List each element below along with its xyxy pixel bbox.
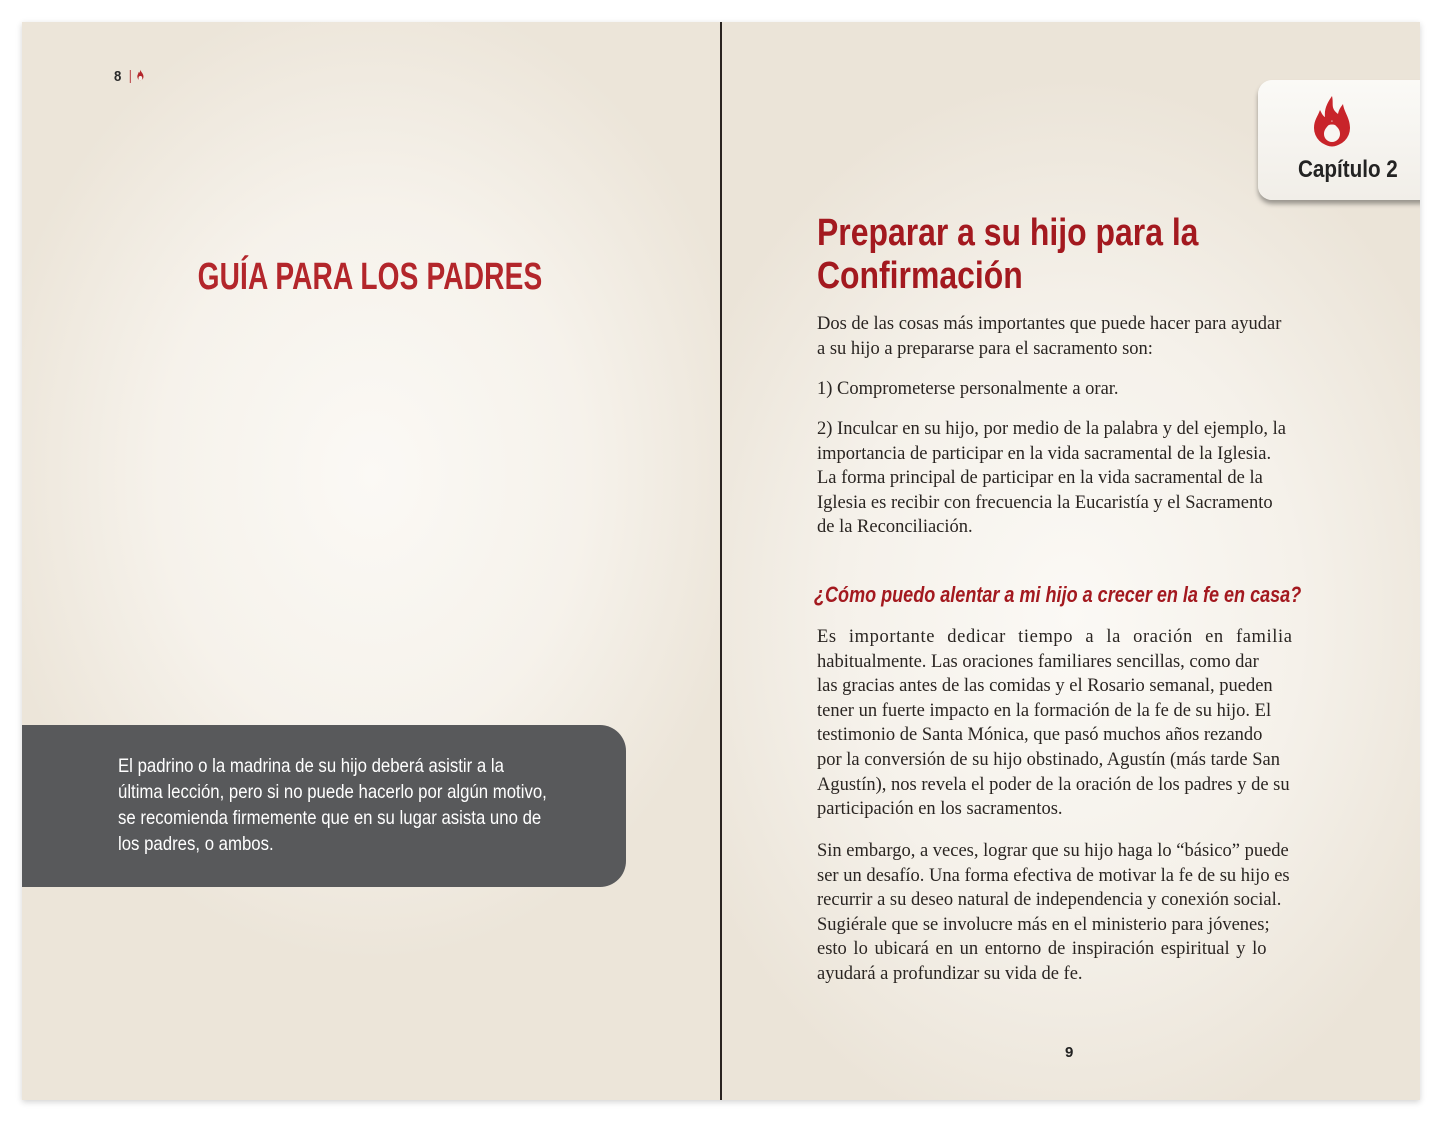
text-line: participación en los sacramentos. [817, 799, 1063, 820]
right-page [722, 22, 1420, 1100]
list-item-1 [817, 377, 1327, 402]
section-subheading: ¿Cómo puedo alentar a mi hijo a crecer en la fe en casa? [814, 582, 1302, 607]
callout-line: los padres, o ambos. [118, 833, 274, 855]
text-line: testimonio de Santa Mónica, que pasó muchos años rezando [817, 725, 1263, 746]
text-line: las gracias antes de las comidas y el Rosario semanal, pueden [817, 676, 1273, 697]
text-line: recurrir a su deseo natural de independencia y conexión social. [817, 890, 1282, 911]
callout-line: última lección, pero si no puede hacerlo por algún motivo, [118, 781, 547, 803]
text-line: ser un desafío. Una forma efectiva de motivar la fe de su hijo es [817, 865, 1290, 886]
page-title [817, 212, 1254, 298]
callout-box [22, 725, 626, 887]
book-spread [22, 22, 1420, 1100]
callout-text [118, 753, 548, 857]
page-number-right: 9 [1065, 1044, 1074, 1061]
text-line: por la conversión de su hijo obstinado, Agustín (más tarde San [817, 749, 1280, 770]
text-line: Agustín), nos revela el poder de la oración de los padres y de su [817, 774, 1290, 795]
left-page [22, 22, 721, 1100]
text-line: 1) Comprometerse personalmente a orar. [817, 379, 1119, 399]
text-line: Dos de las cosas más importantes que puede hacer para ayudar [817, 314, 1282, 334]
title-line: Confirmación [817, 255, 1023, 297]
page-number-left: 8 [114, 67, 122, 85]
flame-icon [1308, 94, 1356, 150]
text-line: esto lo ubicará en un entorno de inspiración espiritual y lo [817, 939, 1267, 960]
paragraph-1 [817, 625, 1327, 822]
text-line: ayudará a profundizar su vida de fe. [817, 963, 1083, 984]
text-line: habitualmente. Las oraciones familiares sencillas, como dar [817, 651, 1259, 672]
text-line: La forma principal de participar en la vida sacramental de la [817, 468, 1263, 489]
paragraph-2 [817, 839, 1327, 987]
text-line: Sin embargo, a veces, lograr que su hijo haga lo “básico” puede [817, 841, 1289, 861]
text-line: 2) Inculcar en su hijo, por medio de la palabra y del ejemplo, la [817, 419, 1287, 439]
running-title: GUÍA PARA LOS PADRES [197, 256, 543, 298]
intro-paragraph [817, 312, 1327, 361]
text-line: a su hijo a prepararse para el sacramento son: [817, 338, 1153, 359]
header-divider [130, 70, 131, 83]
list-item-2 [817, 417, 1327, 540]
text-line: Iglesia es recibir con frecuencia la Eucaristía y el Sacramento [817, 492, 1273, 513]
chapter-tab [1258, 80, 1420, 200]
flame-icon [135, 69, 147, 83]
callout-line: se recomienda firmemente que en su lugar asista uno de [118, 807, 542, 829]
chapter-label: Capítulo 2 [1298, 156, 1398, 183]
text-line: tener un fuerte impacto en la formación de la fe de su hijo. El [817, 700, 1272, 721]
text-line: de la Reconciliación. [817, 517, 973, 538]
text-line: Es importante dedicar tiempo a la oración en familia [817, 627, 1293, 647]
title-line: Preparar a su hijo para la [817, 212, 1199, 254]
text-line: importancia de participar en la vida sacramental de la Iglesia. [817, 443, 1272, 464]
text-line: Sugiérale que se involucre más en el ministerio para jóvenes; [817, 914, 1270, 935]
running-header [114, 66, 543, 298]
callout-line: El padrino o la madrina de su hijo deberá asistir a la [118, 755, 504, 777]
